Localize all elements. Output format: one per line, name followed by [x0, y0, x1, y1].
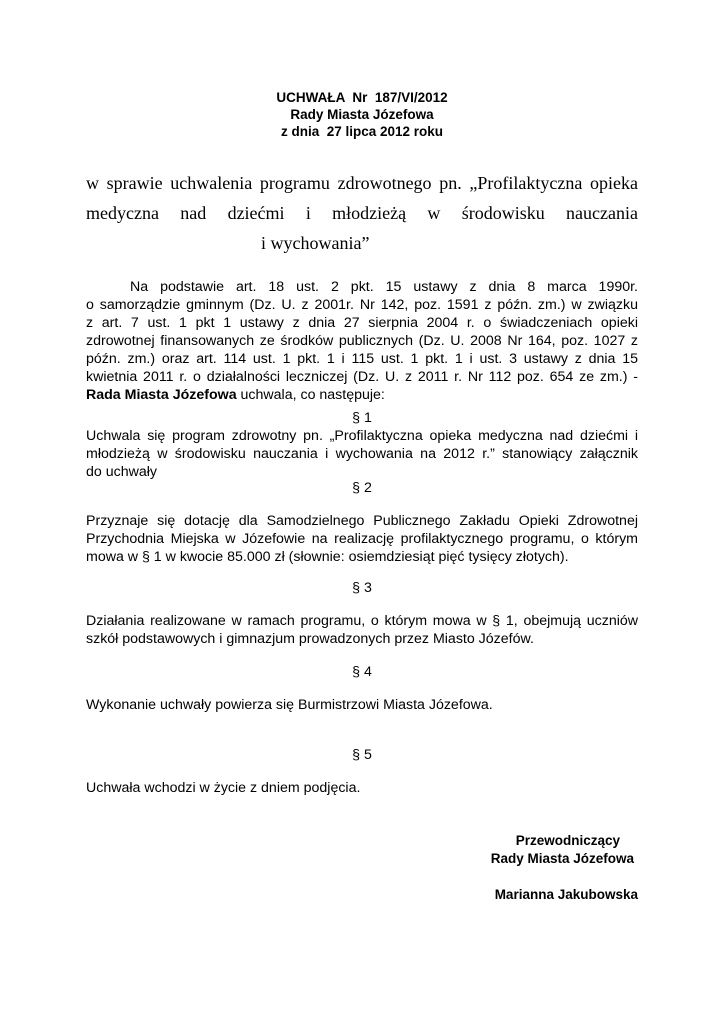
section-line: do uchwały	[86, 464, 157, 480]
resolution-title: UCHWAŁA Nr 187/VI/2012	[276, 90, 448, 105]
preamble-line: późn. zm.) oraz art. 114 ust. 1 pkt. 1 i 115 ust. 1 pkt. 1 i ust. 3 ustawy z dnia 15	[86, 351, 638, 367]
section-mark-1: § 1	[352, 410, 372, 426]
preamble-line: zdrowotnej finansowanych ze środków publicznych (Dz. U. 2008 Nr 164, poz. 1027 z	[86, 333, 638, 349]
section-mark-5: § 5	[352, 747, 372, 763]
resolution-date: z dnia 27 lipca 2012 roku	[280, 124, 444, 139]
preamble-line: z art. 7 ust. 1 pkt 1 ustawy z dnia 27 sierpnia 2004 r. o świadczeniach opieki	[86, 315, 638, 331]
section-mark-4: § 4	[352, 664, 372, 680]
signatory-name: Marianna Jakubowska	[494, 887, 638, 902]
section-line: Wykonanie uchwały powierza się Burmistrzowi Miasta Józefowa.	[86, 697, 493, 713]
subject-line-1: w sprawie uchwalenia programu zdrowotnego pn. „Profilaktyczna opieka	[86, 173, 638, 193]
council-name: Rady Miasta Józefowa	[290, 107, 434, 122]
section-mark-3: § 3	[352, 580, 372, 596]
subject-line-3: i wychowania”	[261, 233, 370, 253]
section-line: Przychodnia Miejska w Józefowie na realizację profilaktycznego programu, o którym	[86, 531, 638, 547]
section-line: młodzieżą w środowisku nauczania i wychowania na 2012 r.” stanowiący załącznik	[86, 446, 638, 462]
preamble-ending: uchwala, co następuje:	[236, 387, 385, 403]
section-3-text	[86, 612, 638, 648]
document-header	[0, 89, 724, 140]
section-line: Przyznaje się dotację dla Samodzielnego Publicznego Zakładu Opieki Zdrowotnej	[86, 513, 638, 529]
preamble-line: o samorządzie gminnym (Dz. U. z 2001r. Nr 142, poz. 1591 z późn. zm.) w związku	[86, 297, 638, 313]
preamble-line: Na podstawie art. 18 ust. 2 pkt. 15 ustawy z dnia 8 marca 1990r.	[130, 279, 638, 295]
signature-block	[491, 832, 638, 904]
section-line: mowa w § 1 w kwocie 85.000 zł (słownie: osiemdziesiąt pięć tysięcy złotych).	[86, 549, 569, 565]
section-line: Działania realizowane w ramach programu, o którym mowa w § 1, obejmują uczniów	[86, 613, 638, 629]
section-4-text	[86, 696, 638, 714]
council-name-bold: Rada Miasta Józefowa	[86, 387, 237, 403]
section-5-text	[86, 779, 638, 797]
subject-line-2: medyczna nad dziećmi i młodzieżą w środowisku nauczania	[86, 203, 638, 223]
section-2-text	[86, 512, 638, 566]
signatory-body: Rady Miasta Józefowa	[490, 851, 634, 866]
section-line: Uchwała wchodzi w życie z dniem podjęcia.	[86, 780, 361, 796]
resolution-subject	[86, 168, 638, 258]
section-line: szkół podstawowych i gimnazjum prowadzonych przez Miasto Józefów.	[86, 631, 534, 647]
section-1-text	[86, 427, 638, 481]
preamble-last-line	[86, 386, 638, 404]
preamble-line: kwietnia 2011 r. o działalności leczniczej (Dz. U. z 2011 r. Nr 112 poz. 654 ze zm.) -	[86, 369, 638, 385]
section-mark-2: § 2	[352, 480, 372, 496]
signatory-role: Przewodniczący	[515, 833, 620, 848]
section-line: Uchwala się program zdrowotny pn. „Profilaktyczna opieka medyczna nad dziećmi i	[86, 428, 638, 444]
preamble	[86, 278, 638, 404]
